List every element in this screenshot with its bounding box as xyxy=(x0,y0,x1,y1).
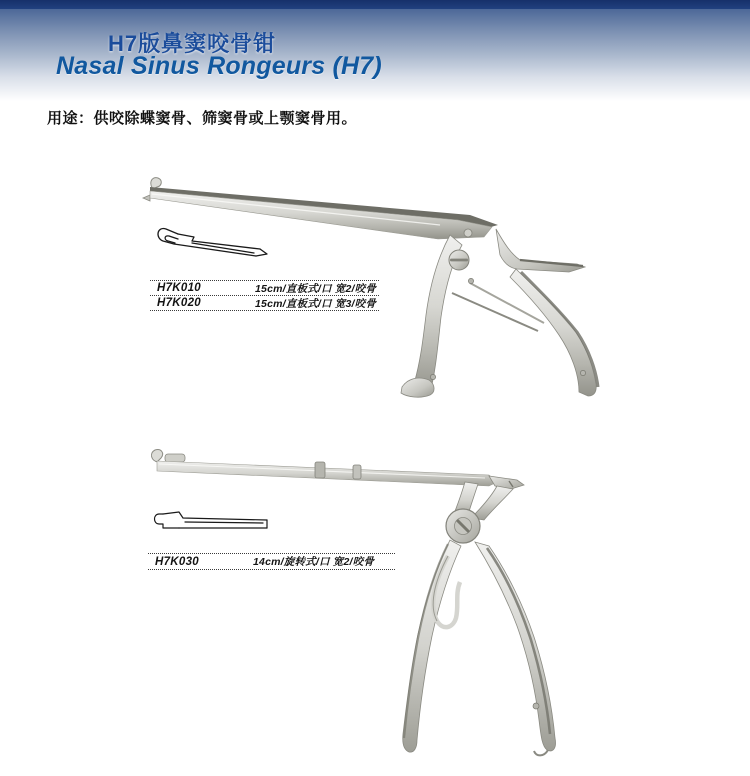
model-spec: 14cm/旋转式/口 宽2/咬骨 xyxy=(253,556,375,568)
table-row xyxy=(150,296,379,311)
usage-description: 用途：供咬除蝶窦骨、筛窦骨或上颚窦骨用。 xyxy=(47,110,358,127)
table-row xyxy=(150,281,379,296)
tip-line-art-icon xyxy=(148,212,273,267)
model-number: H7K030 xyxy=(155,555,199,568)
model-number: H7K020 xyxy=(157,297,201,309)
tip-profile-drawing-1 xyxy=(148,212,273,272)
sinus-punch-image xyxy=(145,438,625,758)
spec-table-2 xyxy=(148,553,395,570)
spec-table-1 xyxy=(150,280,379,311)
table-row xyxy=(148,554,395,570)
model-spec: 15cm/直板式/口 宽2/咬骨 xyxy=(255,282,377,295)
model-number: H7K010 xyxy=(157,282,201,294)
page-title-english: Nasal Sinus Rongeurs (H7) xyxy=(56,52,382,80)
tip-profile-drawing-2 xyxy=(149,506,269,543)
tip-line-art-icon xyxy=(149,506,269,538)
model-spec: 15cm/直板式/口 宽3/咬骨 xyxy=(255,297,377,310)
instrument-photo-2 xyxy=(145,438,625,763)
header-top-bar xyxy=(0,0,750,9)
page-title-chinese: H7版鼻窦咬骨钳 xyxy=(108,31,277,56)
